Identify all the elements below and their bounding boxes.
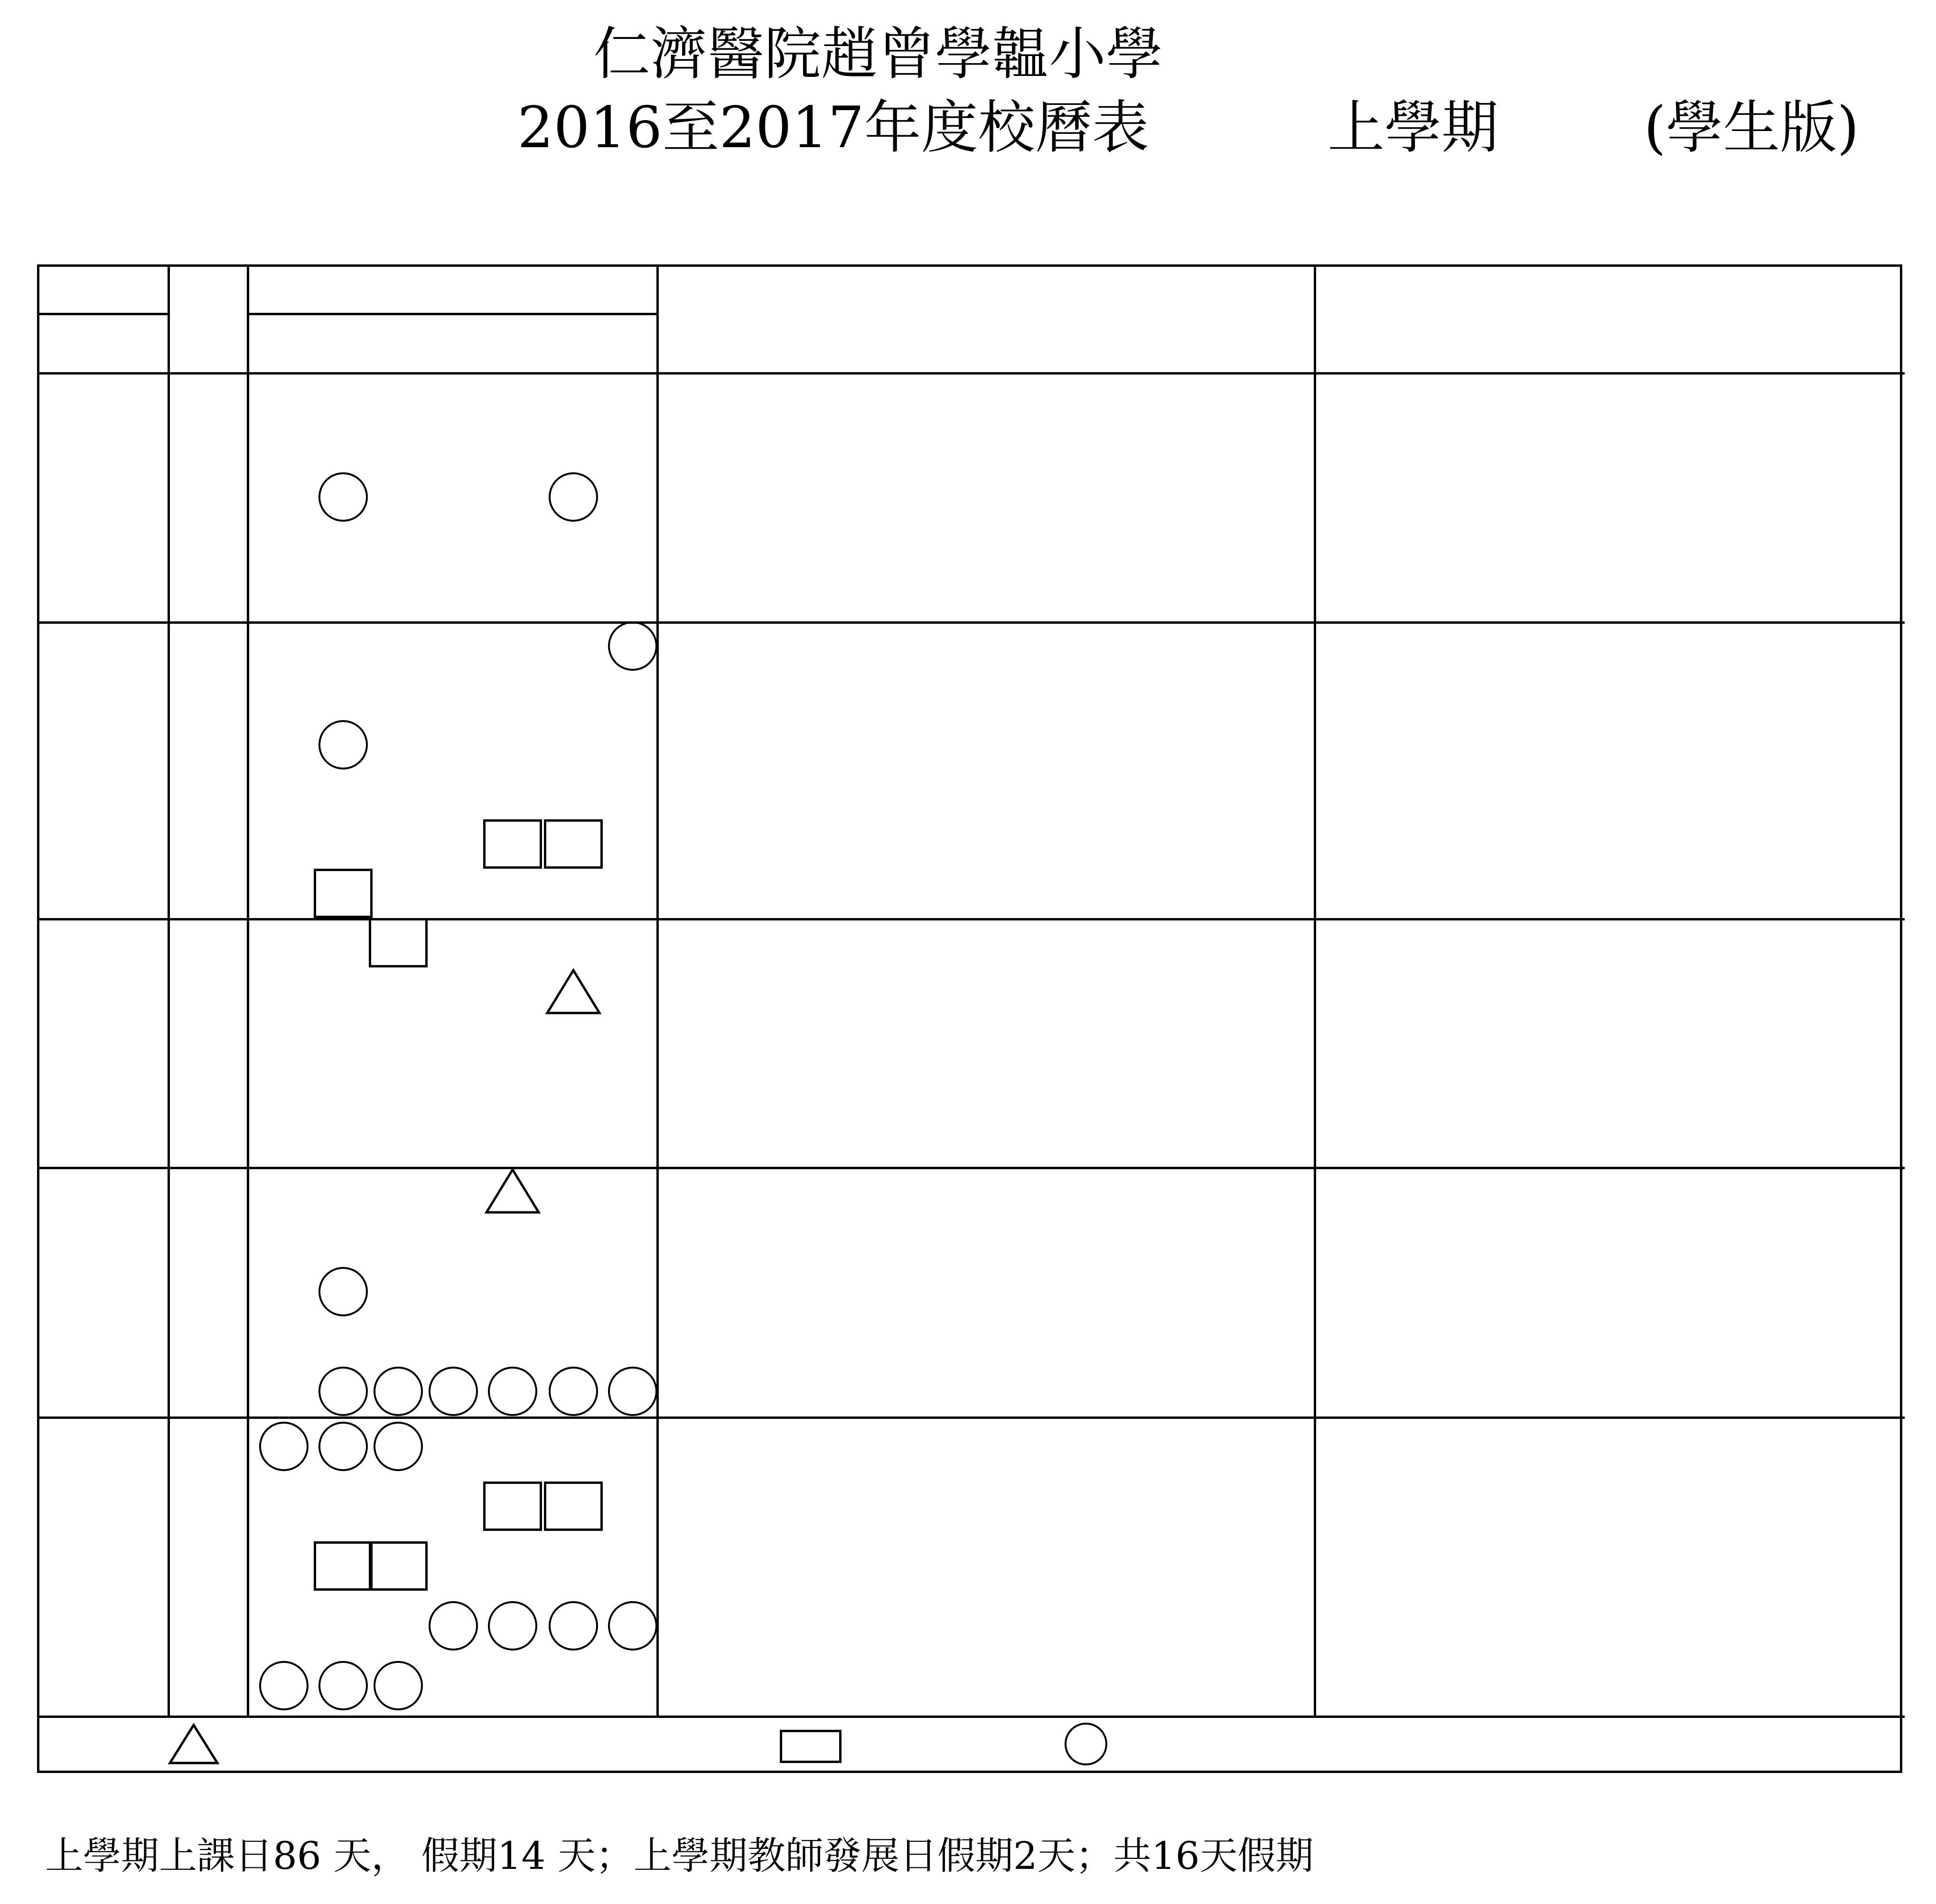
holiday-circle-marker — [608, 1601, 657, 1651]
teacher-day-triangle-marker — [484, 1167, 541, 1215]
calendar-title — [517, 93, 1860, 164]
holiday-circle-marker — [259, 1661, 309, 1710]
header-mid-line — [247, 313, 656, 315]
holiday-circle-marker — [318, 472, 368, 522]
holiday-circle-marker — [318, 720, 368, 769]
test-box-marker — [314, 1541, 373, 1591]
month-col-line — [168, 267, 170, 1716]
holiday-circle-marker — [549, 1367, 598, 1416]
legend-box-icon — [780, 1730, 842, 1763]
teacher-day-triangle-marker — [545, 968, 602, 1015]
holiday-circle-marker — [608, 621, 657, 671]
month-divider-line — [39, 621, 1905, 624]
legend-triangle-icon — [168, 1723, 220, 1765]
test-box-marker — [544, 1482, 603, 1531]
holiday-circle-marker — [318, 1367, 368, 1416]
holiday-col-line — [1314, 267, 1316, 1716]
holiday-circle-marker — [374, 1661, 423, 1710]
holiday-circle-marker — [488, 1601, 537, 1651]
holiday-circle-marker — [318, 1267, 368, 1316]
holiday-circle-marker — [374, 1422, 423, 1471]
holiday-circle-marker — [488, 1367, 537, 1416]
header-bottom-line — [39, 372, 1905, 375]
month-divider-line — [39, 1716, 1905, 1718]
test-box-marker — [369, 1541, 428, 1591]
holiday-circle-marker — [318, 1422, 368, 1471]
holiday-circle-marker — [429, 1601, 478, 1651]
header-mid-line-month — [39, 313, 168, 315]
calendar-title-version: (學生版) — [1644, 95, 1860, 161]
calendar-title-term: 上學期 — [1328, 95, 1499, 161]
legend-circle-icon — [1065, 1723, 1107, 1765]
holiday-circle-marker — [608, 1367, 657, 1416]
school-name: 仁濟醫院趙曾學韞小學 — [593, 21, 1163, 87]
month-divider-line — [39, 1416, 1905, 1419]
summary-footer: 上學期上課日86 天， 假期14 天；上學期教師發展日假期2天；共16天假期 — [45, 1834, 1314, 1878]
month-divider-line — [39, 1167, 1905, 1169]
test-box-marker — [314, 869, 373, 918]
school-calendar-table — [37, 264, 1902, 1773]
month-divider-line — [39, 918, 1905, 920]
calendar-col-line — [656, 267, 659, 1716]
holiday-circle-marker — [549, 1601, 598, 1651]
test-box-marker — [483, 819, 542, 869]
holiday-circle-marker — [318, 1661, 368, 1710]
holiday-circle-marker — [429, 1367, 478, 1416]
holiday-circle-marker — [549, 472, 598, 522]
week-col-line — [247, 267, 249, 1716]
calendar-title-year: 2016至2017年度校曆表 — [517, 95, 1149, 161]
test-box-marker — [544, 819, 603, 869]
test-box-marker — [369, 918, 428, 967]
test-box-marker — [483, 1482, 542, 1531]
holiday-circle-marker — [374, 1367, 423, 1416]
holiday-circle-marker — [259, 1422, 309, 1471]
